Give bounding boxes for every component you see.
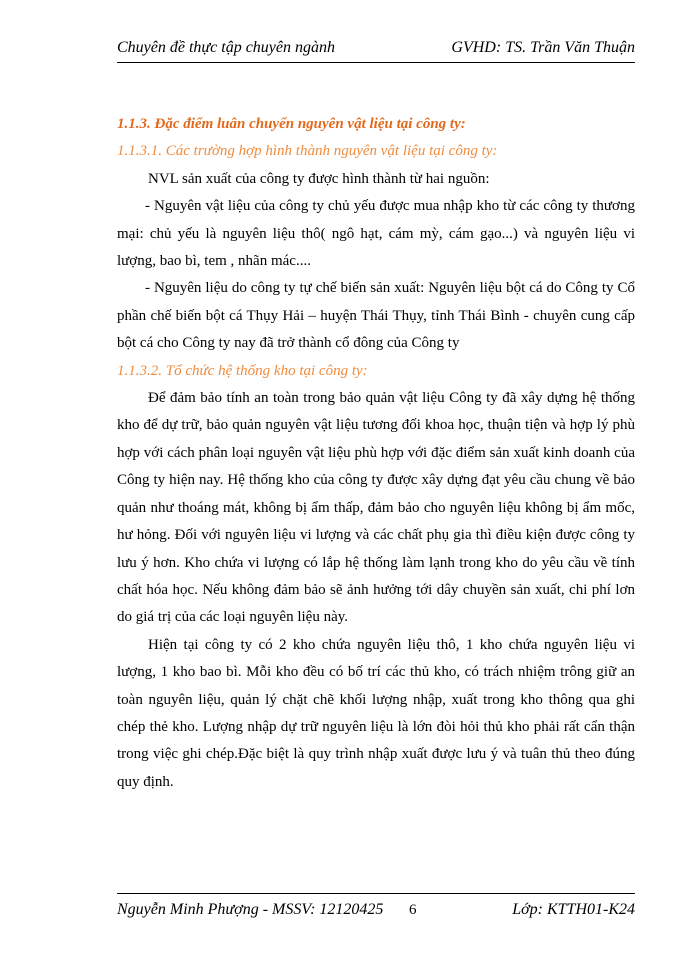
subsection-heading-1: 1.1.3.1. Các trường hợp hình thành nguyên vật liệu tại công ty: — [117, 143, 498, 160]
paragraph-intro: NVL sản xuất của công ty được hình thành từ hai nguồn: — [148, 170, 490, 187]
bullet-item-1: - Nguyên vật liệu của công ty chủ yếu được mua nhập kho từ các công ty thương mại: chủ yếu là nguyên liệu thô( ngô hạt, cám mỳ, cám gạo...) và nguyên liệu vi lượng, bao bì, tem , nhãn mác.... — [117, 198, 635, 270]
footer-divider — [117, 893, 635, 894]
paragraph-warehouse-system: Để đảm bảo tính an toàn trong bảo quản vật liệu Công ty đã xây dựng hệ thống kho để dự trữ, bảo quản nguyên vật liệu tương đối khoa học, thuận tiện và hợp lý phù hợp với cách phân loại nguyên vật liệu phù hợp với đặc điểm sản xuất kinh doanh của Công ty hiện nay. Hệ thống kho của công ty được xây dựng đạt yêu cầu chung về bảo quản như thoáng mát, không bị ẩm thấp, đảm bảo cho nguyên liệu không bị ẩm mốc, hư hỏng. Đối với nguyên liệu vi lượng và các chất phụ gia thì điều kiện được công ty lưu ý hơn. Kho chứa vi lượng có lắp hệ thống làm lạnh trong kho do yêu cầu về tính chất hóa học. Nếu không đảm bảo sẽ ảnh hưởng tới dây chuyền sản xuất, chi phí lơn do giá trị của các loại nguyên liệu này. — [117, 390, 635, 626]
header-supervisor: GVHD: TS. Trần Văn Thuận — [451, 39, 635, 56]
bullet-item-2: - Nguyên liệu do công ty tự chế biến sản xuất: Nguyên liệu bột cá do Công ty Cổ phần chế biến bột cá Thụy Hải – huyện Thái Thụy, tỉnh Thái Bình - chuyên cung cấp bột cá cho Công ty nay đã trở thành cổ đông của Công ty — [117, 280, 635, 352]
page-number: 6 — [409, 902, 417, 918]
subsection-heading-2: 1.1.3.2. Tổ chức hệ thống kho tại công ty: — [117, 362, 368, 379]
footer-author: Nguyễn Minh Phượng - MSSV: 12120425 — [117, 901, 384, 918]
section-heading: 1.1.3. Đặc điểm luân chuyển nguyên vật liệu tại công ty: — [117, 116, 466, 132]
footer-class: Lớp: KTTH01-K24 — [512, 901, 635, 918]
document-body — [117, 111, 635, 796]
header-course-title: Chuyên đề thực tập chuyên ngành — [117, 39, 335, 56]
page-footer — [117, 900, 635, 924]
header-divider — [117, 62, 635, 63]
page-header — [117, 38, 635, 62]
paragraph-current-warehouses: Hiện tại công ty có 2 kho chứa nguyên liệu thô, 1 kho chứa nguyên liệu vi lượng, 1 kho bao bì. Mỗi kho đều có bố trí các thủ kho, có trách nhiệm trông giữ an toàn nguyên liệu, quản lý chặt chẽ khối lượng nhập, xuất trong kho thông qua ghi chép thẻ kho. Lượng nhập dự trữ nguyên liệu là lớn đòi hỏi thủ kho phải rất cẩn thận trong việc ghi chép.Đặc biệt là quy trình nhập xuất được lưu ý và tuân thủ theo đúng quy định. — [117, 636, 635, 790]
